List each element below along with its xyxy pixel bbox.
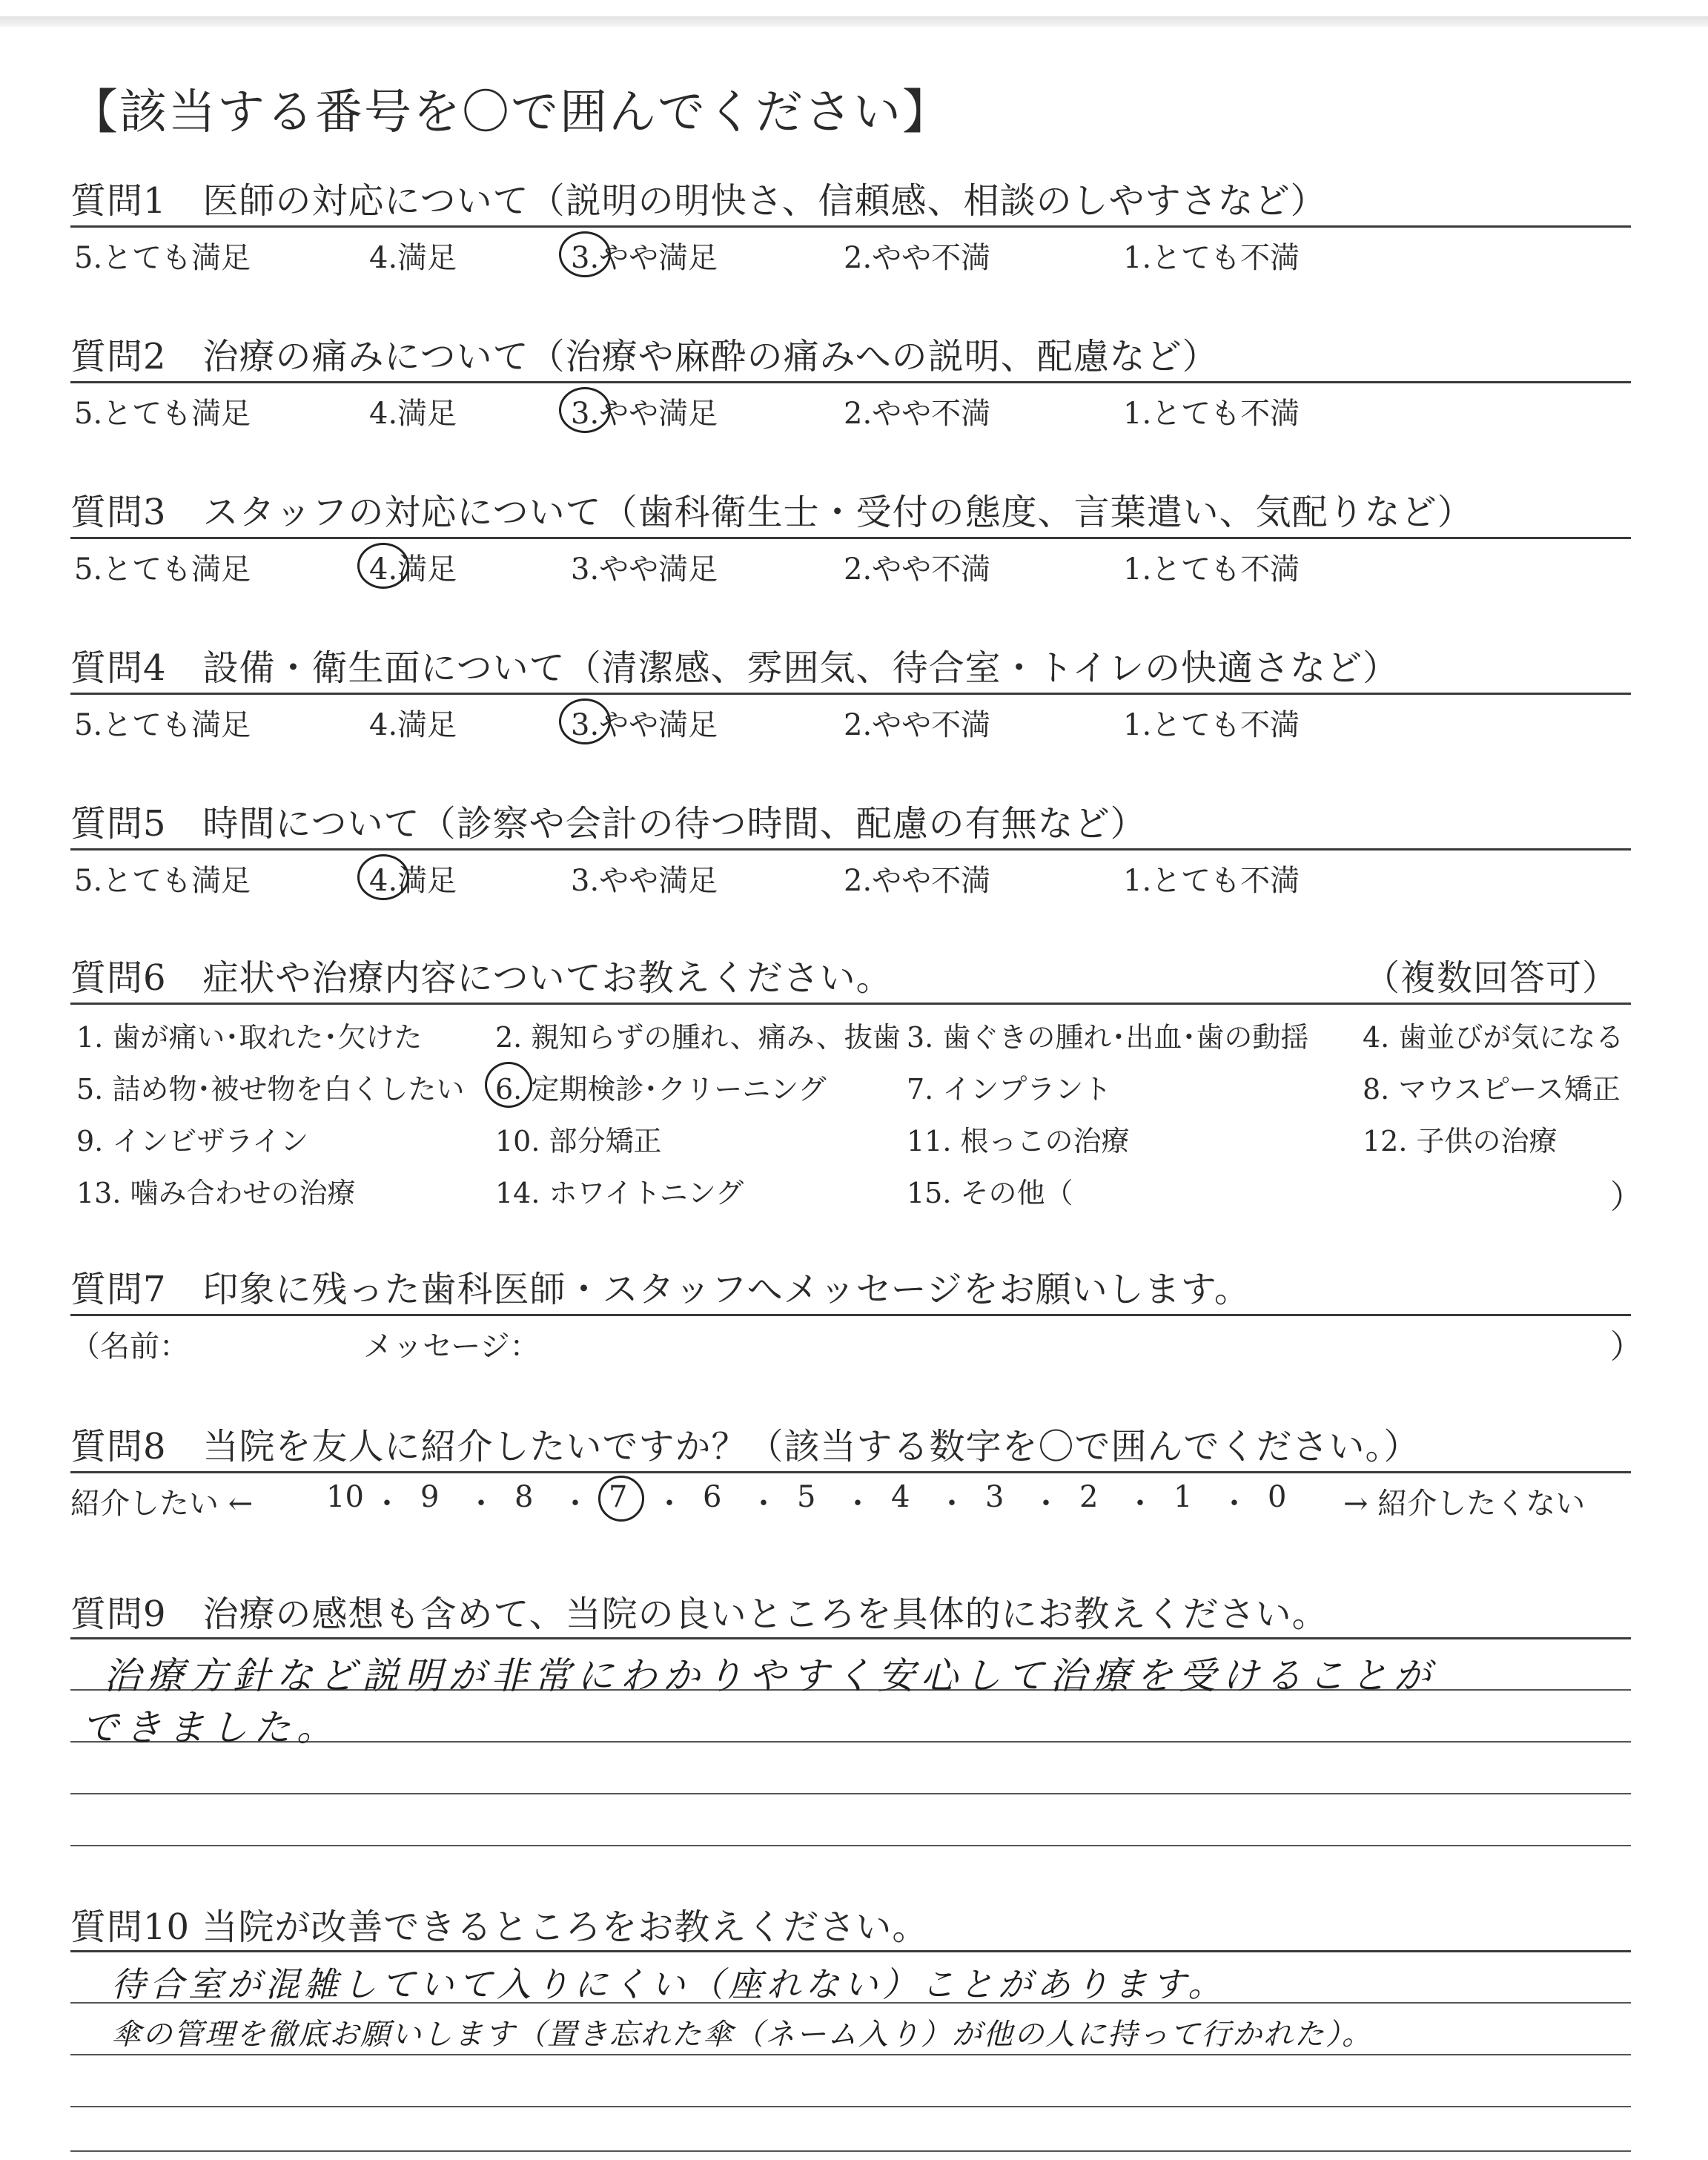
- q8-dot-3: ・: [560, 1487, 590, 1521]
- q7-name-label: （名前：: [70, 1330, 189, 1364]
- q4-rule: [70, 693, 1631, 695]
- q3-option-1: 1.とても不満: [1123, 552, 1300, 587]
- q8-dot-7: ・: [937, 1487, 967, 1521]
- q2-option-4: 4.満足: [369, 397, 457, 431]
- q4-option-4: 4.満足: [369, 708, 457, 742]
- q6-option-3: 3. 歯ぐきの腫れ･出血･歯の動揺: [907, 1021, 1309, 1054]
- q1-option-1: 1.とても不満: [1123, 241, 1300, 275]
- q7-message-label: メッセージ：: [363, 1330, 540, 1364]
- q8-dot-4: ・: [655, 1487, 684, 1521]
- q8-number-1: 1: [1174, 1480, 1193, 1514]
- q8-number-0: 0: [1268, 1480, 1287, 1514]
- q8-number-7: 7: [609, 1480, 628, 1514]
- q4-option-1: 1.とても不満: [1123, 708, 1300, 742]
- q8-dot-9: ・: [1125, 1487, 1155, 1521]
- q10-rule-4: [70, 2150, 1631, 2152]
- q8-dot-6: ・: [843, 1487, 873, 1521]
- q3-option-4: 4.満足: [369, 552, 457, 587]
- q5-option-3: 3.やや満足: [571, 864, 718, 898]
- q1-option-4: 4.満足: [369, 241, 457, 275]
- q7-close-paren: ）: [1610, 1328, 1643, 1366]
- q2-option-1: 1.とても不満: [1123, 397, 1300, 431]
- q9-rule-0: [70, 1637, 1631, 1639]
- q9-title: 質問9 治療の感想も含めて、当院の良いところを具体的にお教えください。: [70, 1593, 1328, 1635]
- q10-rule-3: [70, 2106, 1631, 2107]
- q2-option-5: 5.とても満足: [74, 397, 251, 431]
- q7-title: 質問7 印象に残った歯科医師・スタッフへメッセージをお願いします。: [70, 1269, 1251, 1310]
- q8-number-3: 3: [985, 1480, 1004, 1514]
- q8-dot-5: ・: [749, 1487, 778, 1521]
- q8-number-9: 9: [420, 1480, 440, 1514]
- q8-rule: [70, 1471, 1631, 1473]
- q10-rule-0: [70, 1950, 1631, 1952]
- q1-option-2: 2.やや不満: [844, 241, 991, 275]
- q8-number-10: 10: [326, 1480, 364, 1514]
- q9-answer-line-2: できました。: [82, 1706, 340, 1749]
- q2-option-3: 3.やや満足: [571, 397, 718, 431]
- q10-title: 質問10 当院が改善できるところをお教えください。: [70, 1906, 929, 1948]
- q4-option-5: 5.とても満足: [74, 708, 251, 742]
- q6-option-1: 1. 歯が痛い･取れた･欠けた: [76, 1021, 423, 1054]
- q6-option-15: 15. その他（: [907, 1177, 1073, 1209]
- q1-option-5: 5.とても満足: [74, 241, 251, 275]
- q6-title: 質問6 症状や治療内容についてお教えください。: [70, 957, 893, 999]
- q7-rule: [70, 1314, 1631, 1316]
- q5-option-4: 4.満足: [369, 864, 457, 898]
- q6-option-7: 7. インプラント: [907, 1073, 1112, 1106]
- q5-option-5: 5.とても満足: [74, 864, 251, 898]
- q8-number-5: 5: [797, 1480, 816, 1514]
- q2-option-2: 2.やや不満: [844, 397, 991, 431]
- q8-number-6: 6: [703, 1480, 722, 1514]
- q4-option-3: 3.やや満足: [571, 708, 718, 742]
- q5-rule: [70, 848, 1631, 851]
- q6-option-8: 8. マウスピース矯正: [1363, 1073, 1621, 1106]
- q10-answer-line-2: 傘の管理を徹底お願いします（置き忘れた傘（ネーム入り）が他の人に持って行かれた）。: [111, 2018, 1373, 2052]
- q1-title: 質問1 医師の対応について（説明の明快さ、信頼感、相談のしやすさなど）: [70, 180, 1327, 222]
- q8-dot-2: ・: [466, 1487, 496, 1521]
- q5-title: 質問5 時間について（診察や会計の待つ時間、配慮の有無など）: [70, 803, 1147, 845]
- q1-rule: [70, 225, 1631, 228]
- q5-option-1: 1.とても不満: [1123, 864, 1300, 898]
- q4-title: 質問4 設備・衛生面について（清潔感、雰囲気、待合室・トイレの快適さなど）: [70, 647, 1400, 689]
- q6-option-5: 5. 詰め物･被せ物を白くしたい: [76, 1073, 465, 1106]
- q6-option-6: 6. 定期検診･クリーニング: [495, 1073, 827, 1106]
- q9-rule-4: [70, 1845, 1631, 1846]
- q6-option-4: 4. 歯並びが気になる: [1363, 1021, 1624, 1054]
- q8-number-2: 2: [1079, 1480, 1099, 1514]
- page-title: 【該当する番号を〇で囲んでください】: [70, 85, 951, 140]
- q6-option-14: 14. ホワイトニング: [495, 1177, 744, 1209]
- q3-option-3: 3.やや満足: [571, 552, 718, 587]
- q5-option-2: 2.やや不満: [844, 864, 991, 898]
- q3-rule: [70, 537, 1631, 539]
- q8-right-label: → 紹介したくない: [1343, 1487, 1586, 1521]
- q8-dot-8: ・: [1031, 1487, 1061, 1521]
- q8-title: 質問8 当院を友人に紹介したいですか？（該当する数字を〇で囲んでください。）: [70, 1426, 1420, 1467]
- q6-option-10: 10. 部分矯正: [495, 1125, 662, 1157]
- q9-rule-3: [70, 1793, 1631, 1794]
- q2-title: 質問2 治療の痛みについて（治療や麻酔の痛みへの説明、配慮など）: [70, 336, 1219, 377]
- q2-rule: [70, 381, 1631, 383]
- q6-option-9: 9. インビザライン: [76, 1125, 309, 1157]
- q8-left-label: 紹介したい ←: [70, 1487, 254, 1521]
- q3-option-5: 5.とても満足: [74, 552, 251, 587]
- q6-close-paren: ）: [1610, 1178, 1643, 1216]
- q10-answer-line-1: 待合室が混雑していて入りにくい（座れない）ことがあります。: [111, 1964, 1227, 2004]
- q8-number-4: 4: [891, 1480, 910, 1514]
- q10-rule-2: [70, 2054, 1631, 2055]
- q6-option-11: 11. 根っこの治療: [907, 1125, 1130, 1157]
- q8-number-8: 8: [514, 1480, 534, 1514]
- q6-note: （複数回答可）: [1364, 957, 1619, 999]
- q3-title: 質問3 スタッフの対応について（歯科衛生士・受付の態度、言葉遣い、気配りなど）: [70, 492, 1474, 533]
- q6-rule: [70, 1003, 1631, 1005]
- q6-option-12: 12. 子供の治療: [1363, 1125, 1558, 1157]
- q8-dot-10: ・: [1219, 1487, 1249, 1521]
- q4-option-2: 2.やや不満: [844, 708, 991, 742]
- q3-option-2: 2.やや不満: [844, 552, 991, 587]
- q8-dot-1: ・: [372, 1487, 402, 1521]
- q1-option-3: 3.やや満足: [571, 241, 718, 275]
- q6-option-2: 2. 親知らずの腫れ、痛み、抜歯: [495, 1021, 901, 1054]
- q6-option-13: 13. 噛み合わせの治療: [76, 1177, 356, 1209]
- scan-edge: [0, 16, 1708, 27]
- q9-answer-line-1: 治療方針など説明が非常にわかりやすく安心して治療を受けることが: [104, 1654, 1437, 1697]
